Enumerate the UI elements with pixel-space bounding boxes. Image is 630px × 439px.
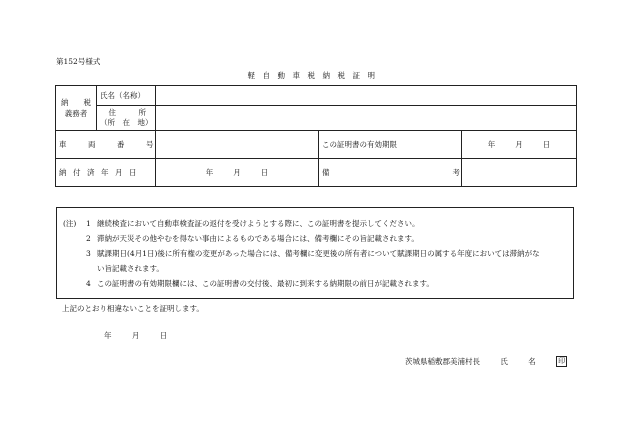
issue-year: 年 (104, 331, 112, 340)
taxpayer-label-line2: 義務者 (64, 109, 88, 118)
address-label-line1: 住 所 (108, 108, 146, 117)
address-label (97, 106, 156, 131)
note-item (63, 216, 567, 231)
note-item (63, 276, 567, 291)
notes-prefix: (注) (63, 219, 77, 228)
notes-box (56, 207, 574, 299)
note-text-continuation: い旨記載されます。 (97, 264, 164, 273)
note-text: この証明書の有効期限欄には、この証明書の交付後、最初に到来する納期限の前日が記載されます。 (97, 279, 434, 288)
signer-line (405, 356, 567, 367)
issue-month: 月 (131, 331, 140, 340)
note-number: 4 (86, 279, 91, 288)
remarks-label: 備 考 (319, 159, 462, 187)
issue-day: 日 (159, 331, 168, 340)
certificate-table (55, 85, 577, 187)
validity-year: 年 (487, 140, 496, 149)
address-label-line2: （所 在 地） (100, 118, 153, 127)
seal-icon: 印 (558, 357, 566, 365)
issue-date (104, 332, 185, 340)
paid-day: 日 (260, 168, 269, 177)
form-number: 第152号様式 (56, 57, 101, 66)
validity-day: 日 (542, 140, 551, 149)
note-item (63, 246, 567, 261)
note-continuation (63, 261, 567, 276)
signer-title: 茨城県稲敷郡美浦村長 (405, 356, 480, 366)
paid-month: 月 (233, 168, 241, 177)
certify-statement: 上記のとおり相違ないことを証明します。 (62, 304, 204, 313)
taxpayer-label (56, 86, 97, 131)
signer-name-label-1: 氏 (500, 356, 508, 366)
paid-date-label: 納付済年月日 (56, 159, 156, 187)
note-number: 2 (86, 234, 91, 243)
note-number: 1 (86, 219, 91, 228)
validity-label: この証明書の有効期限 (319, 131, 462, 159)
paid-year: 年 (205, 168, 214, 177)
note-text: 継続検査において自動車検査証の返付を受けようとする際に、この証明書を提示してください。 (97, 219, 420, 228)
paid-date-value (156, 159, 319, 187)
note-text: 滞納が天災その他やむを得ない事由によるものである場合には、備考欄にその旨記載されます。 (97, 234, 419, 243)
validity-date (462, 131, 577, 159)
vehicle-number-field[interactable] (156, 131, 319, 159)
validity-month: 月 (515, 140, 523, 149)
document-title: 軽自動車税納税証明 (247, 71, 383, 80)
note-text: 賦課期日(4月1日)後に所有権の変更があった場合には、備考欄に変更後の所有者について賦課期日の属する年度においては滞納がな (97, 249, 540, 258)
address-field[interactable] (156, 106, 577, 131)
note-item (63, 231, 567, 246)
vehicle-number-label: 車 両 番 号 (56, 131, 156, 159)
note-number: 3 (86, 249, 91, 258)
taxpayer-label-line1: 納 税 (61, 98, 91, 107)
name-field[interactable] (156, 86, 577, 106)
name-label: 氏名（名称） (97, 86, 156, 106)
signer-name-label-2: 名 (528, 356, 536, 366)
